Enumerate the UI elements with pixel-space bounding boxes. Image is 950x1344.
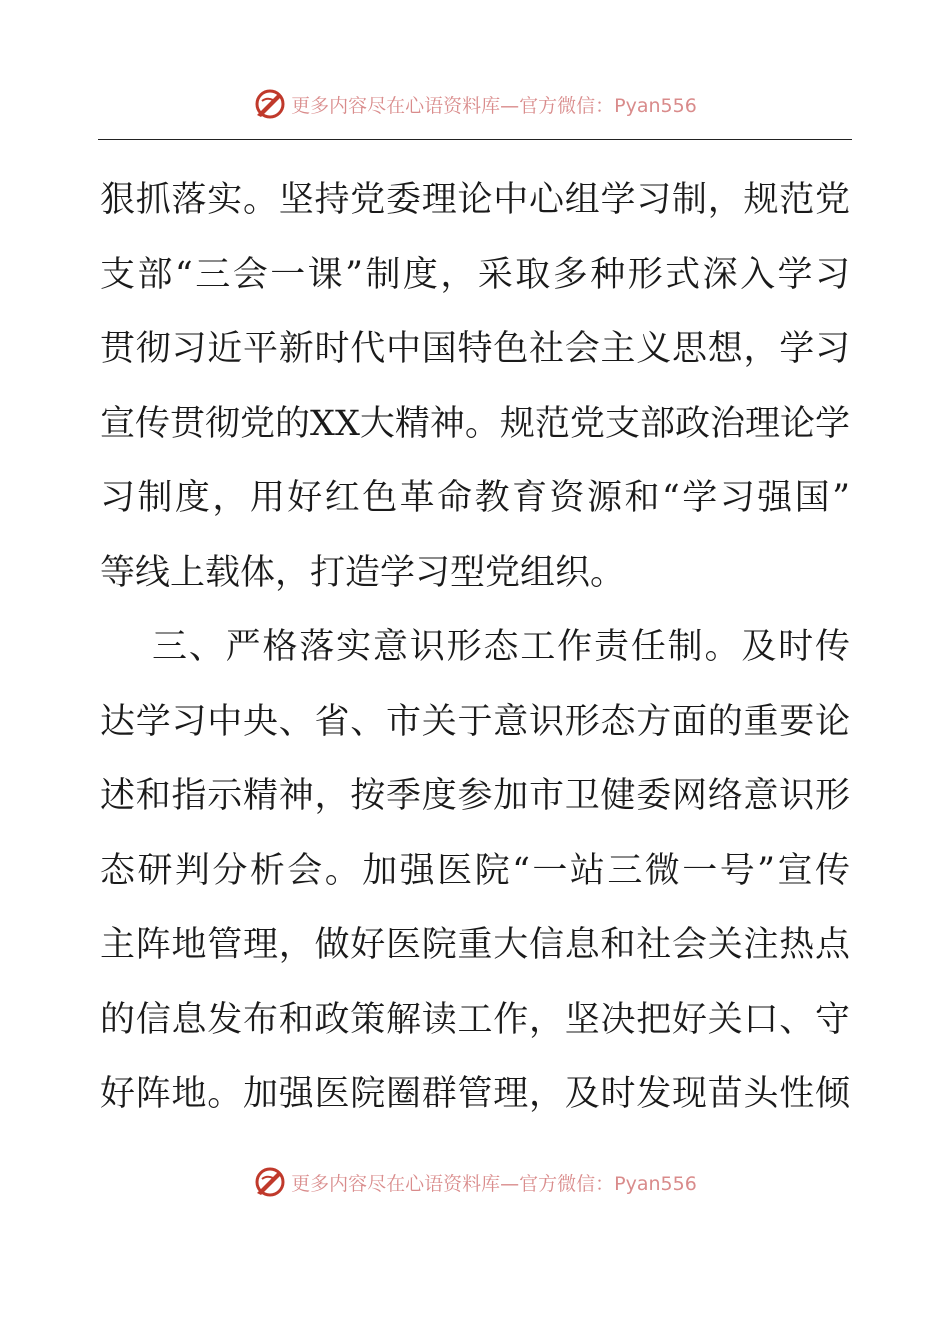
body-line: 习制度，用好红色革命教育资源和“学习强国” — [100, 478, 850, 518]
body-line: 的信息发布和政策解读工作，坚决把好关口、守 — [100, 999, 850, 1040]
footer-watermark — [0, 1162, 950, 1202]
body-line: 态研判分析会。加强医院“一站三微一号”宣传 — [100, 850, 850, 891]
footer-watermark-main: 更多内容尽在心语资料库 — [291, 1172, 501, 1195]
header-watermark-sub: —官方微信：Pyan556 — [500, 94, 697, 117]
pen-logo-icon — [253, 1165, 287, 1199]
body-line: 等线上载体，打造学习型党组织。 — [100, 552, 626, 593]
header-watermark — [0, 84, 950, 124]
body-line: 狠抓落实。坚持党委理论中心组学习制，规范党 — [100, 180, 850, 220]
body-line: 宣传贯彻党的XX大精神。规范党支部政治理论学 — [100, 403, 850, 444]
pen-logo-icon — [253, 87, 287, 121]
header-rule — [98, 139, 852, 140]
body-line: 三、严格落实意识形态工作责任制。及时传 — [152, 627, 850, 667]
body-line: 达学习中央、省、市关于意识形态方面的重要论 — [100, 701, 850, 742]
body-line: 主阵地管理，做好医院重大信息和社会关注热点 — [100, 925, 850, 965]
body-line: 支部“三会一课”制度，采取多种形式深入学习 — [100, 254, 850, 295]
header-watermark-main: 更多内容尽在心语资料库 — [291, 94, 501, 117]
document-body — [100, 163, 850, 1132]
body-line: 贯彻习近平新时代中国特色社会主义思想，学习 — [100, 329, 850, 369]
body-line: 述和指示精神，按季度参加市卫健委网络意识形 — [100, 776, 850, 816]
footer-watermark-sub: —官方微信：Pyan556 — [500, 1172, 697, 1195]
body-line: 好阵地。加强医院圈群管理，及时发现苗头性倾 — [100, 1074, 850, 1114]
